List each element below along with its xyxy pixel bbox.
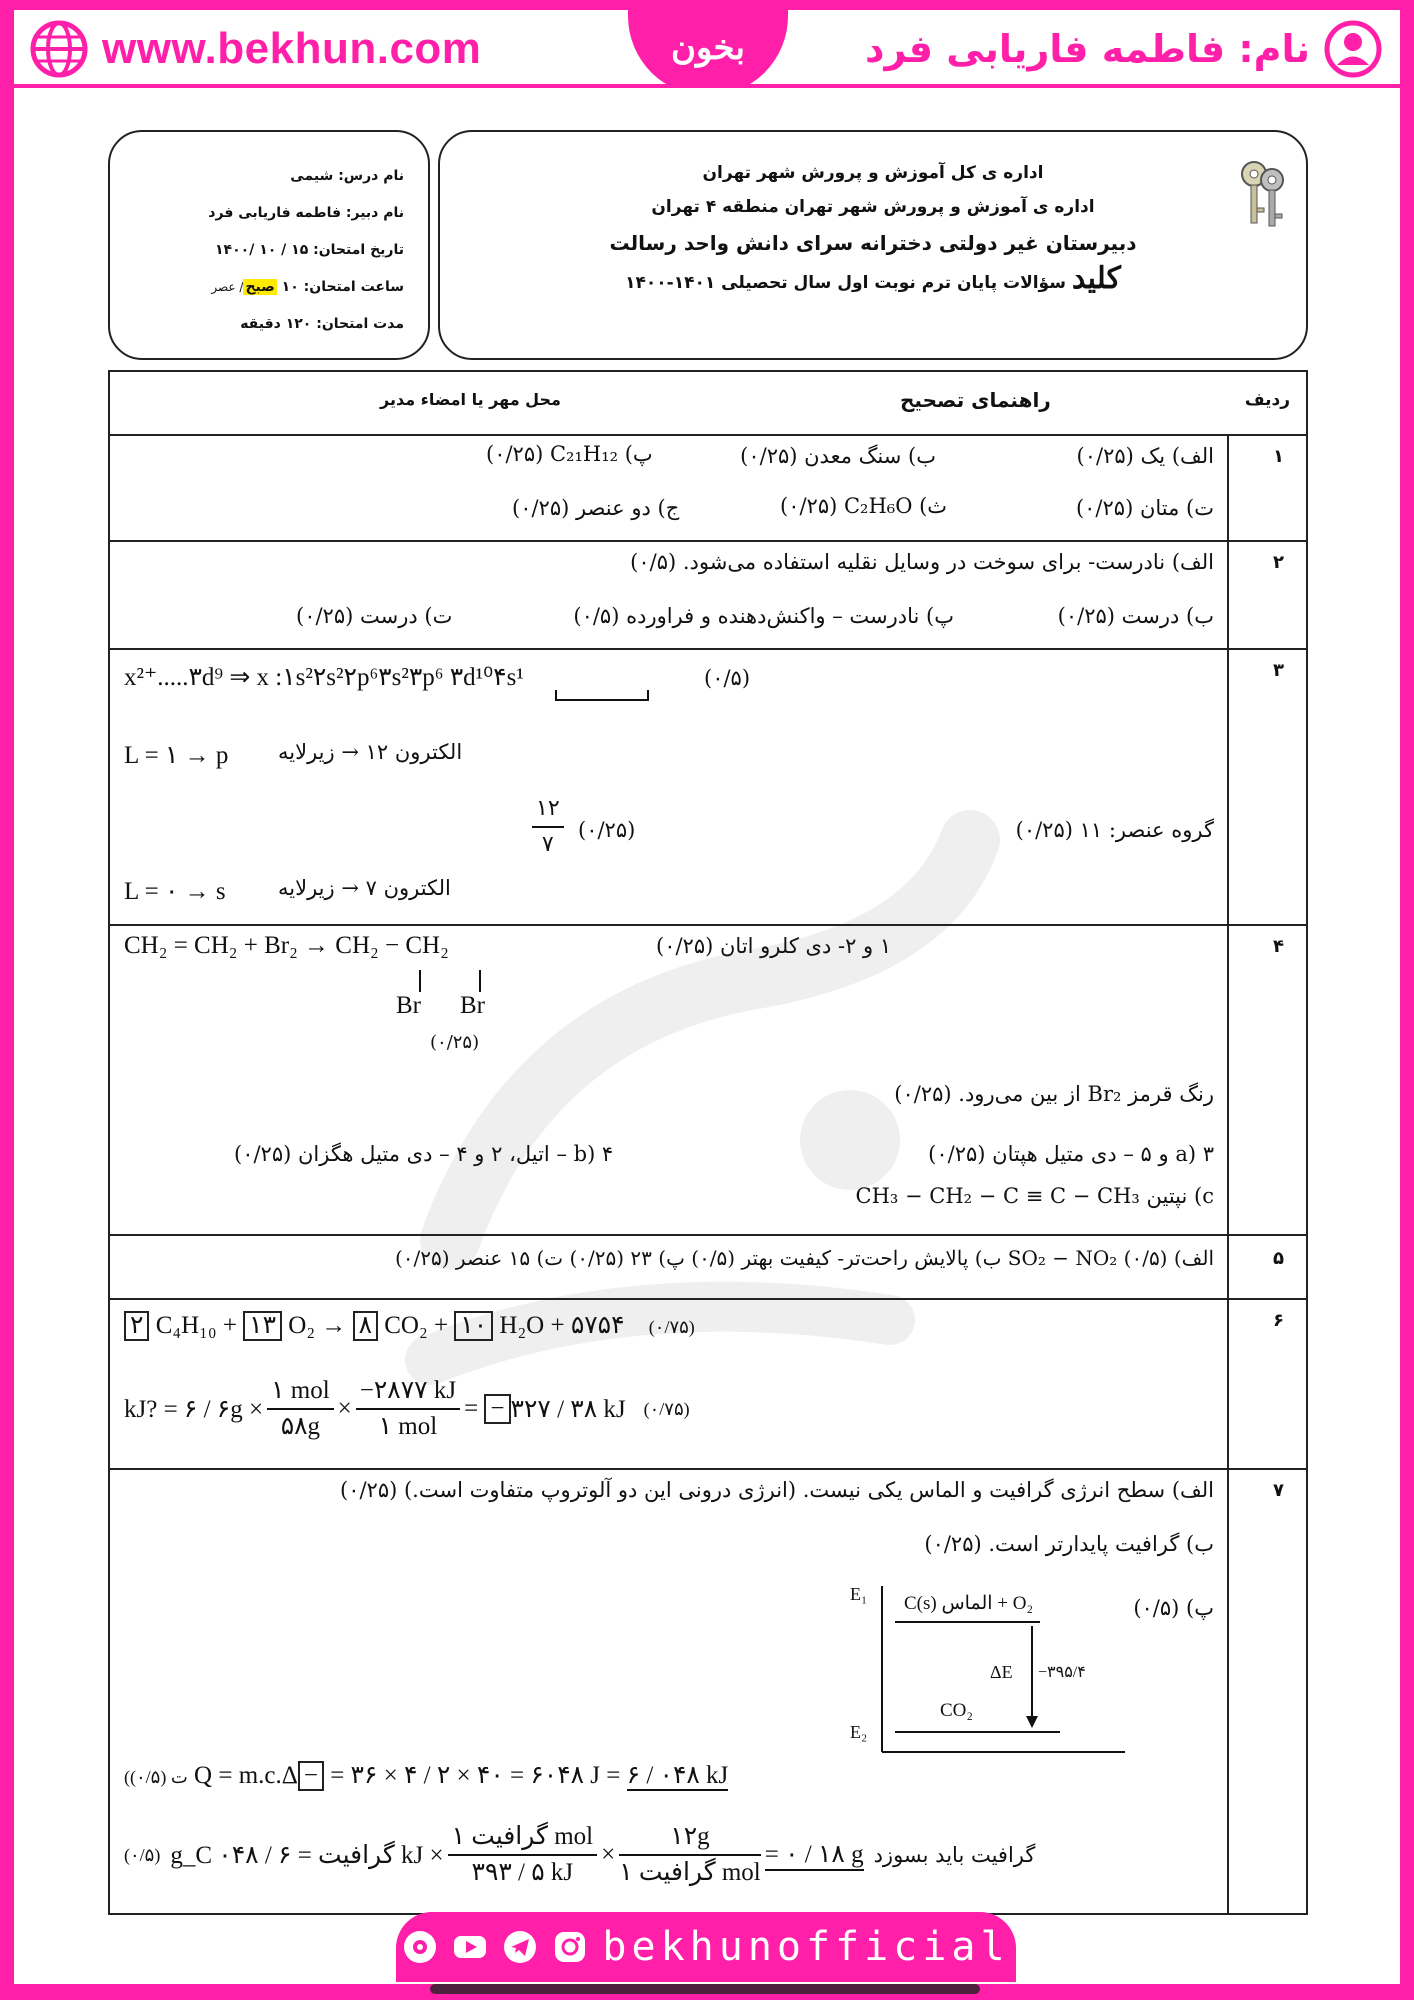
- q6-equation: [124, 1310, 695, 1341]
- q6-coef-3: ۸: [353, 1311, 378, 1341]
- q3-l1-text: الکترون ۱۲ → زیرلایه: [278, 740, 463, 764]
- q3-l1-formula: L = ۱ → p: [124, 742, 229, 769]
- q7-d-equation: [124, 1760, 728, 1791]
- q7-frac-1-bot: ۳۹۳ / ۵ kJ: [471, 1859, 574, 1886]
- q7-e-equation: (۰/۵) g_C گرافیت = ۶ / ۰۴۸ kJ × $\frac{\text{گرافیت ۱ mol}}{۳۹۳ / ۵ kJ}$ × $\frac{۱۲g}{\text{گرافیت ۱ mol}}$ = ۰ / ۱۸ g گرافیت باید بسوزد: [124, 1820, 1035, 1890]
- q4-bonds: [404, 970, 504, 994]
- q1-f: ج) دو عنصر (۰/۲۵): [512, 496, 680, 520]
- q4-react-score: (۰/۲۵): [430, 1032, 480, 1053]
- keys-icon: [1236, 158, 1288, 230]
- header-row-label: ردیف: [1244, 390, 1290, 410]
- q6-eq-d: H₂O + ۵۷۵۴: [499, 1312, 625, 1339]
- q6-frac-1: [267, 1374, 334, 1444]
- q7-top-species: C(s) الماس + O₂: [904, 1593, 1034, 1614]
- q5-number: ۵: [1273, 1248, 1284, 1269]
- subject: نام درس: شیمی: [290, 168, 404, 184]
- exam-date: تاریخ امتحان: ۱۵ / ۱۰ /۱۴۰۰: [215, 242, 404, 258]
- q2-d: ت) درست (۰/۲۵): [296, 604, 453, 628]
- q6-calc-a: kJ? = ۶ / ۶g ×: [124, 1396, 264, 1423]
- q3-ratio: [532, 792, 564, 862]
- globe-icon: [30, 20, 88, 78]
- q3-l0-text: الکترون ۷ → زیرلایه: [278, 876, 451, 900]
- q4-a: a) ۳ و ۵ – دی متیل هپتان (۰/۲۵): [928, 1142, 1214, 1166]
- q1-b: ب) سنگ معدن (۰/۲۵): [740, 444, 936, 468]
- q4-number: ۴: [1273, 936, 1284, 957]
- q7-c-label: پ) (۰/۵): [1133, 1596, 1214, 1620]
- q6-calc-score: (۰/۷۵): [643, 1398, 690, 1419]
- q7-a: الف) سطح انرژی گرافیت و الماس یکی نیست. (انرژی درونی این دو آلوتروپ متفاوت است.) (۰/۲۵): [340, 1478, 1214, 1502]
- q1-e: (۰/۲۵) C₂H₆O (ث: [780, 494, 948, 518]
- q3-ratio-score: (۰/۲۵): [578, 818, 636, 842]
- q4-color: رنگ قرمز Br₂ از بین می‌رود. (۰/۲۵): [894, 1082, 1214, 1106]
- q3-config: x²⁺.....۳d⁹ ⇒ x :۱s²۲s²۲p⁶۳s²۳p⁶ ۳d¹⁰۴s¹: [124, 664, 524, 691]
- q7-e-score: (۰/۵): [124, 1844, 161, 1865]
- exam-duration: مدت امتحان: ۱۲۰ دقیقه: [240, 316, 404, 332]
- row-divider: [110, 648, 1306, 650]
- exam-time-evening: / عصر: [211, 280, 244, 294]
- q3-bracket: [554, 690, 650, 704]
- q4-c: c) نپتین CH₃ − CH₂ − C ≡ C − CH₃: [855, 1184, 1214, 1208]
- bottom-shadow: [430, 1984, 980, 1994]
- exam-title-text: سؤالات پایان ترم نوبت اول سال تحصیلی ۱۴۰۱-۱۴۰۰: [625, 273, 1066, 293]
- q3-number: ۳: [1273, 660, 1284, 681]
- q7-d-eq: Q = m.c.Δ: [194, 1762, 298, 1789]
- q7-b: ب) گرافیت پایدارتر است. (۰/۲۵): [924, 1532, 1214, 1556]
- q6-calc: kJ? = ۶ / ۶g × $\frac{\text{۱ mol}}{۵۸g}$ × $\frac{-۲۸۷۷ kJ}{\text{۱ mol}}$ = − ۳۲۷ / ۳۸ kJ (۰/۷۵): [124, 1374, 690, 1444]
- exam-time: [130, 269, 404, 306]
- q7-bottom-species: CO₂: [940, 1700, 974, 1721]
- header-guide-label: راهنمای تصحیح: [900, 388, 1051, 412]
- q1-a: الف) یک (۰/۲۵): [1076, 444, 1214, 468]
- q4-name: ۱ و ۲- دی کلرو اتان (۰/۲۵): [656, 934, 892, 958]
- row-divider: [110, 1298, 1306, 1300]
- q2-b: ب) درست (۰/۲۵): [1057, 604, 1214, 628]
- telegram-icon[interactable]: [502, 1929, 538, 1965]
- q6-coef-4: ۱۰: [454, 1311, 493, 1341]
- q1-number: ۱: [1273, 446, 1284, 467]
- q3-group: گروه عنصر: ۱۱ (۰/۲۵): [1015, 818, 1214, 842]
- q6-frac-1-bot: ۵۸g: [280, 1413, 321, 1440]
- q2-c: پ) نادرست – واکنش‌دهنده و فراورده (۰/۵): [573, 604, 954, 628]
- exam-time-morning: صبح: [245, 279, 275, 295]
- q7-d-result: ۶ / ۰۴۸ kJ: [626, 1762, 729, 1789]
- q6-frac-2-top: −۲۸۷۷ kJ: [356, 1374, 460, 1410]
- table-header: [110, 372, 1306, 434]
- q7-energy-diagram: [850, 1582, 1130, 1758]
- q6-coef-2: ۱۳: [243, 1311, 282, 1341]
- exam-meta-box: [108, 130, 430, 360]
- column-divider: [1227, 372, 1229, 1913]
- q6-frac-2-bot: ۱ mol: [378, 1413, 438, 1440]
- youtube-icon[interactable]: [452, 1929, 488, 1965]
- q6-calc-sign: −: [484, 1394, 510, 1424]
- q7-delta: ΔE: [990, 1662, 1013, 1682]
- q7-e1: E₁: [850, 1584, 868, 1604]
- instagram-icon[interactable]: [552, 1929, 588, 1965]
- q1-c: (۰/۲۵) C₂₁H₁₂ (پ: [486, 442, 653, 466]
- q6-frac-2: [356, 1374, 460, 1444]
- q7-frac-1-top: گرافیت ۱ mol: [448, 1820, 598, 1856]
- answer-key-word: کلید: [1071, 261, 1121, 296]
- logo-text: بخون: [671, 28, 745, 68]
- q4-br-1: Br: [396, 992, 421, 1019]
- q7-e-a: g_C گرافیت = ۶ / ۰۴۸ kJ ×: [170, 1842, 444, 1869]
- q1-d: ت) متان (۰/۲۵): [1075, 496, 1214, 520]
- q2-number: ۲: [1273, 552, 1284, 573]
- header-seal-label: محل مهر یا امضاء مدیر: [380, 390, 561, 409]
- row-divider: [110, 1234, 1306, 1236]
- q7-d-rest: = ۳۶ × ۴ / ۲ × ۴۰ = ۶۰۴۸ J =: [330, 1762, 621, 1789]
- q7-frac-1: [448, 1820, 598, 1890]
- social-bar: [396, 1912, 1016, 1982]
- row-divider: [110, 540, 1306, 542]
- q2-a: الف) نادرست- برای سوخت در وسایل نقلیه استفاده می‌شود. (۰/۵): [630, 550, 1214, 574]
- website-text: www.bekhun.com: [102, 24, 482, 73]
- q6-eq-b: O₂ →: [288, 1312, 347, 1339]
- q3-config-score: (۰/۵): [704, 666, 751, 690]
- q6-coef-1: ۲: [124, 1311, 149, 1341]
- q4-reaction: CH₂ = CH₂ + Br₂ → CH₂ − CH₂: [124, 932, 449, 959]
- q7-frac-2-bot: گرافیت ۱ mol: [619, 1859, 761, 1886]
- school-info-box: [438, 130, 1308, 360]
- q7-e2: E₂: [850, 1722, 868, 1742]
- q6-calc-result: ۳۲۷ / ۳۸ kJ: [510, 1396, 626, 1423]
- q6-number: ۶: [1273, 1310, 1284, 1331]
- exam-title: [440, 262, 1306, 300]
- q7-frac-2-top: ۱۲g: [619, 1820, 761, 1856]
- row-divider: [110, 924, 1306, 926]
- q6-eq-a: C₄H₁₀ +: [155, 1312, 237, 1339]
- q7-e-result: = ۰ / ۱۸ g: [765, 1839, 864, 1871]
- teacher: نام دبیر: فاطمه فاریابی فرد: [208, 205, 404, 221]
- social-handle[interactable]: bekhunofficial: [602, 1924, 1010, 1970]
- user-icon: [1324, 20, 1382, 78]
- school-line-2: اداره ی آموزش و پرورش شهر تهران منطقه ۴ تهران: [651, 197, 1095, 217]
- q7-e-text: گرافیت باید بسوزد: [873, 1843, 1036, 1867]
- exam-time-prefix: ساعت امتحان: ۱۰: [281, 279, 404, 295]
- q7-d-label: (ت (۰/۵): [124, 1767, 188, 1787]
- q4-b: b) ۴ – اتیل، ۲ و ۴ – دی متیل هگزان (۰/۲۵): [234, 1142, 614, 1166]
- q5-text: الف) SO₂ − NO₂ (۰/۵) ب) پالایش راحت‌تر- کیفیت بهتر (۰/۵) پ) ۲۳ (۰/۲۵) ت) ۱۵ عنصر (۰/۲۵): [394, 1246, 1214, 1270]
- q7-number: ۷: [1273, 1480, 1284, 1501]
- camera-icon[interactable]: [402, 1929, 438, 1965]
- school-name: دبیرستان غیر دولتی دخترانه سرای دانش واحد رسالت: [609, 231, 1137, 255]
- q3-ratio-top: ۱۲: [532, 792, 564, 828]
- q6-eq-c: CO₂ +: [384, 1312, 449, 1339]
- q7-d-sign: −: [298, 1761, 324, 1791]
- q7-delta-value: −۳۹۵/۴: [1038, 1664, 1086, 1681]
- student-name-text: نام: فاطمه فاریابی فرد: [864, 27, 1310, 71]
- q7-frac-2: [619, 1820, 761, 1890]
- q6-eq-score: (۰/۷۵): [648, 1317, 695, 1337]
- row-divider: [110, 1468, 1306, 1470]
- student-name: [865, 20, 1382, 78]
- row-divider: [110, 434, 1306, 436]
- q3-l0-formula: L = ۰ → s: [124, 878, 226, 905]
- q3-ratio-bot: ۷: [541, 832, 554, 857]
- website-link[interactable]: [30, 20, 481, 78]
- q6-frac-1-top: ۱ mol: [267, 1374, 334, 1410]
- q4-br-2: Br: [460, 992, 485, 1019]
- school-line-1: اداره ی کل آموزش و پرورش شهر تهران: [702, 163, 1044, 183]
- answer-table: [108, 370, 1308, 1915]
